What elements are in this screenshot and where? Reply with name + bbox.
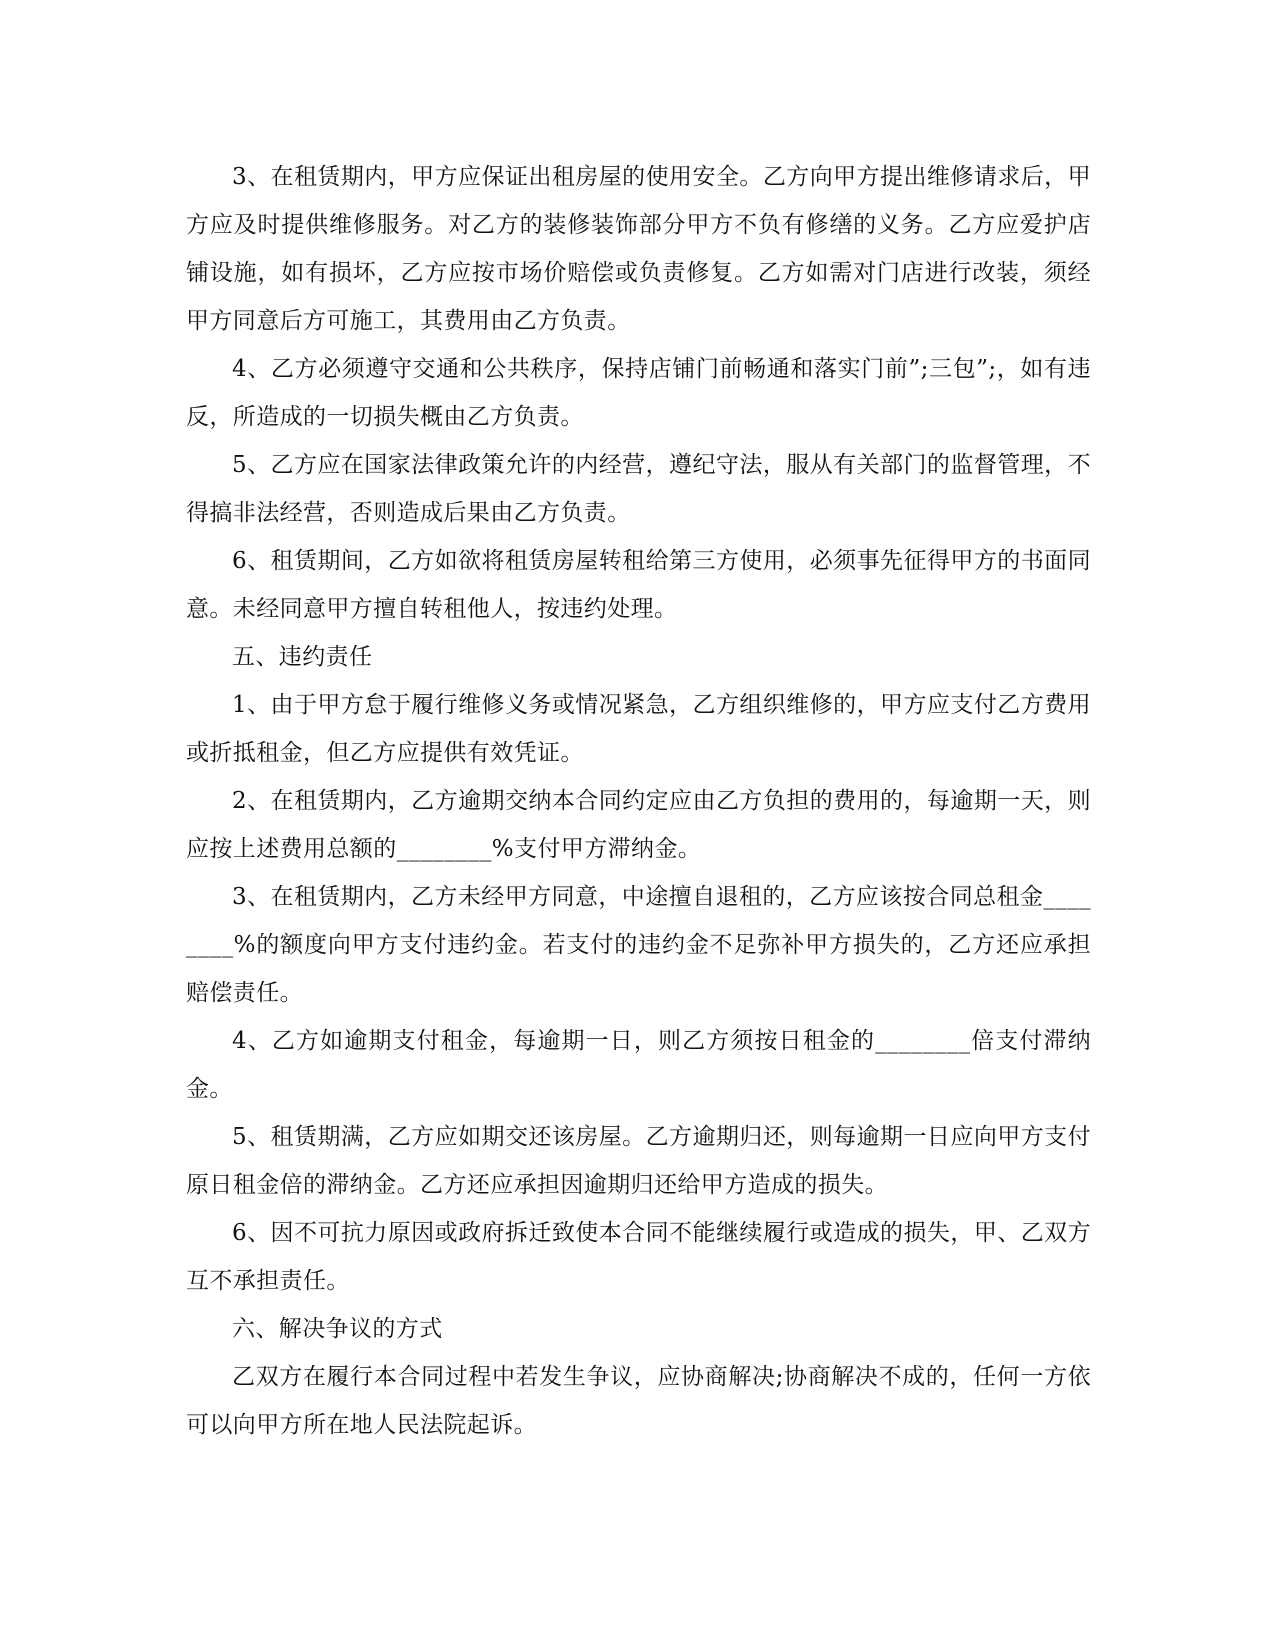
document-body bbox=[186, 153, 1091, 1449]
clause-5-6: 6、因不可抗力原因或政府拆迁致使本合同不能继续履行或造成的损失，甲、乙双方互不承担责任。 bbox=[186, 1220, 1091, 1294]
clause-5-4: 4、乙方如逾期支付租金，每逾期一日，则乙方须按日租金的________倍支付滞纳金。 bbox=[186, 1028, 1091, 1102]
clause-4-3: 3、在租赁期内，甲方应保证出租房屋的使用安全。乙方向甲方提出维修请求后，甲方应及时提供维修服务。对乙方的装修装饰部分甲方不负有修缮的义务。乙方应爱护店铺设施，如有损坏，乙方应按市场价赔偿或负责修复。乙方如需对门店进行改装，须经甲方同意后方可施工，其费用由乙方负责。 bbox=[186, 164, 1091, 334]
clause-6-1: 乙双方在履行本合同过程中若发生争议，应协商解决;协商解决不成的，任何一方依可以向甲方所在地人民法院起诉。 bbox=[186, 1364, 1091, 1438]
clause-5-5: 5、租赁期满，乙方应如期交还该房屋。乙方逾期归还，则每逾期一日应向甲方支付原日租金倍的滞纳金。乙方还应承担因逾期归还给甲方造成的损失。 bbox=[186, 1124, 1091, 1198]
section-heading-breach: 五、违约责任 bbox=[232, 644, 373, 670]
clause-5-3: 3、在租赁期内，乙方未经甲方同意，中途擅自退租的，乙方应该按合同总租金________%的额度向甲方支付违约金。若支付的违约金不足弥补甲方损失的，乙方还应承担赔偿责任。 bbox=[186, 884, 1091, 1006]
clause-4-5: 5、乙方应在国家法律政策允许的内经营，遵纪守法，服从有关部门的监督管理，不得搞非法经营，否则造成后果由乙方负责。 bbox=[186, 452, 1091, 526]
clause-4-4: 4、乙方必须遵守交通和公共秩序，保持店铺门前畅通和落实门前”;三包”;，如有违反，所造成的一切损失概由乙方负责。 bbox=[186, 356, 1091, 430]
clause-5-1: 1、由于甲方怠于履行维修义务或情况紧急，乙方组织维修的，甲方应支付乙方费用或折抵租金，但乙方应提供有效凭证。 bbox=[186, 692, 1091, 766]
section-heading-dispute: 六、解决争议的方式 bbox=[232, 1316, 443, 1342]
clause-5-2: 2、在租赁期内，乙方逾期交纳本合同约定应由乙方负担的费用的，每逾期一天，则应按上述费用总额的________%支付甲方滞纳金。 bbox=[186, 788, 1091, 862]
clause-4-6: 6、租赁期间，乙方如欲将租赁房屋转租给第三方使用，必须事先征得甲方的书面同意。未经同意甲方擅自转租他人，按违约处理。 bbox=[186, 548, 1091, 622]
